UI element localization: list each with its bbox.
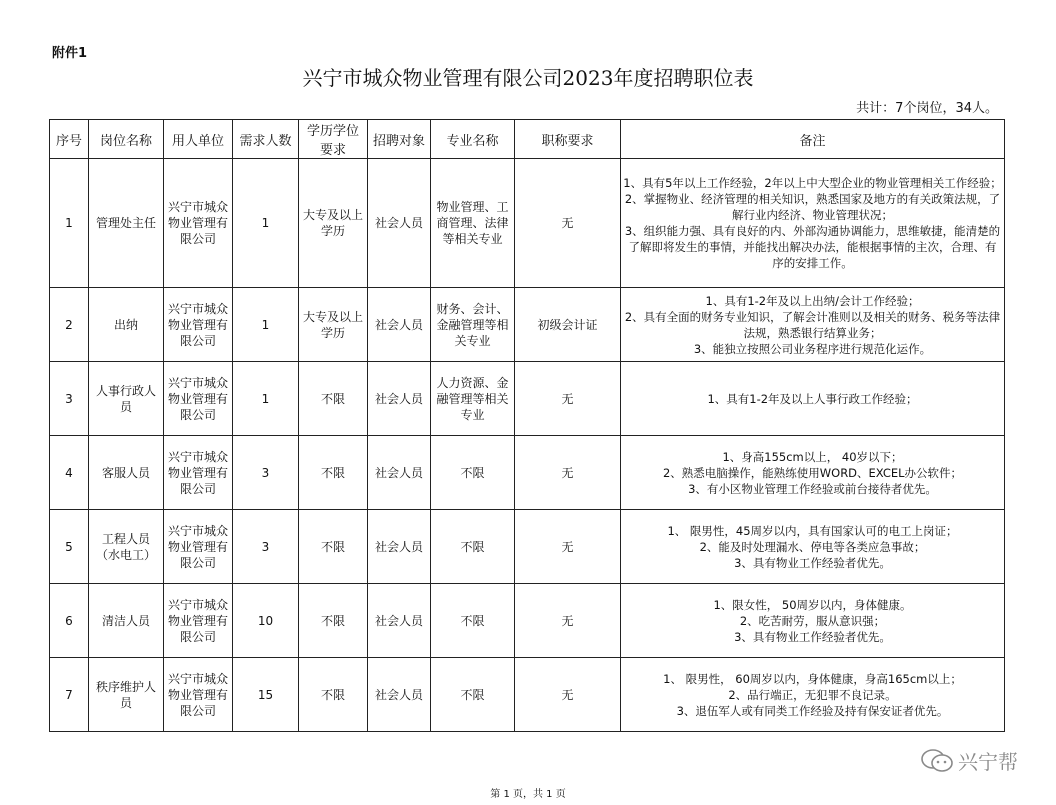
note-line: 1、 限男性， 60周岁以内，身体健康，身高165cm以上； [663, 671, 962, 686]
cell-no: 6 [50, 584, 89, 658]
cell-notes [621, 362, 1005, 436]
cell-no: 4 [50, 436, 89, 510]
header-unit: 用人单位 [164, 120, 233, 159]
note-line: 2、具有全面的财务专业知识，了解会计准则以及相关的财务、税务等法律法规，熟悉银行结算业务； [624, 309, 1001, 340]
cell-position: 人事行政人员 [89, 362, 164, 436]
note-line: 3、有小区物业管理工作经验或前台接待者优先。 [688, 481, 937, 496]
cell-target: 社会人员 [368, 658, 431, 732]
cell-title-req: 无 [515, 584, 621, 658]
note-line: 3、能独立按照公司业务程序进行规范化运作。 [693, 341, 932, 356]
note-line: 2、吃苦耐劳，服从意识强； [739, 613, 886, 628]
table-row [50, 436, 1005, 510]
cell-target: 社会人员 [368, 159, 431, 288]
cell-no: 7 [50, 658, 89, 732]
watermark-text: 兴宁帮 [958, 750, 1018, 774]
note-line: 1、具有5年以上工作经验，2年以上中大型企业的物业管理相关工作经验； [623, 176, 1002, 190]
cell-major: 人力资源、金融管理等相关专业 [431, 362, 515, 436]
cell-position: 工程人员（水电工） [89, 510, 164, 584]
cell-title-req: 无 [515, 436, 621, 510]
note-line: 2、掌握物业、经济管理的相关知识，熟悉国家及地方的有关政策法规，了解行业内经济、物业管理状况； [624, 192, 1001, 222]
cell-no: 1 [50, 159, 89, 288]
table-row [50, 362, 1005, 436]
page-footer: 第 1 页，共 1 页 [490, 789, 566, 800]
cell-target: 社会人员 [368, 584, 431, 658]
cell-education: 不限 [299, 584, 368, 658]
cell-title-req: 初级会计证 [515, 288, 621, 362]
cell-unit: 兴宁市城众物业管理有限公司 [164, 362, 233, 436]
note-line: 1、具有1-2年及以上人事行政工作经验； [707, 391, 918, 406]
header-education: 学历学位要求 [299, 120, 368, 159]
table-header-row [50, 120, 1005, 159]
header-notes: 备注 [621, 120, 1005, 159]
table-row [50, 658, 1005, 732]
note-line: 2、品行端正，无犯罪不良记录。 [728, 687, 897, 702]
cell-no: 5 [50, 510, 89, 584]
note-line: 3、退伍军人或有同类工作经验及持有保安证者优先。 [676, 703, 949, 718]
note-line: 2、熟悉电脑操作，能熟练使用WORD、EXCEL办公软件； [662, 465, 963, 480]
cell-education: 大专及以上学历 [299, 159, 368, 288]
cell-notes [621, 436, 1005, 510]
cell-position: 出纳 [89, 288, 164, 362]
cell-major: 不限 [431, 658, 515, 732]
cell-notes [621, 658, 1005, 732]
note-line: 2、能及时处理漏水、停电等各类应急事故； [699, 539, 926, 554]
cell-no: 3 [50, 362, 89, 436]
cell-notes [621, 584, 1005, 658]
header-position: 岗位名称 [89, 120, 164, 159]
cell-title-req: 无 [515, 362, 621, 436]
page-title: 兴宁市城众物业管理有限公司2023年度招聘职位表 [302, 66, 754, 90]
cell-no: 2 [50, 288, 89, 362]
cell-position: 清洁人员 [89, 584, 164, 658]
cell-title-req: 无 [515, 159, 621, 288]
cell-target: 社会人员 [368, 288, 431, 362]
cell-count: 3 [233, 510, 299, 584]
cell-count: 1 [233, 159, 299, 288]
cell-major: 不限 [431, 436, 515, 510]
header-no: 序号 [50, 120, 89, 159]
attachment-label: 附件1 [52, 46, 88, 61]
cell-target: 社会人员 [368, 436, 431, 510]
cell-position: 秩序维护人员 [89, 658, 164, 732]
cell-unit: 兴宁市城众物业管理有限公司 [164, 658, 233, 732]
table-row [50, 584, 1005, 658]
note-line: 1、 限男性，45周岁以内，具有国家认可的电工上岗证； [667, 523, 958, 538]
cell-notes [621, 159, 1005, 288]
note-line: 3、组织能力强、具有良好的内、外部沟通协调能力，思维敏捷，能清楚的了解即将发生的事情，并能找出解决办法，能根据事情的主次，合理、有序的安排工作。 [624, 224, 1001, 270]
note-line: 1、具有1-2年及以上出纳/会计工作经验； [705, 293, 920, 308]
cell-count: 1 [233, 288, 299, 362]
table-row [50, 288, 1005, 362]
cell-position: 管理处主任 [89, 159, 164, 288]
cell-education: 不限 [299, 436, 368, 510]
cell-target: 社会人员 [368, 510, 431, 584]
chat-bubble-icon [920, 748, 954, 774]
cell-education: 不限 [299, 510, 368, 584]
cell-position: 客服人员 [89, 436, 164, 510]
cell-target: 社会人员 [368, 362, 431, 436]
cell-notes [621, 288, 1005, 362]
cell-major: 物业管理、工商管理、法律等相关专业 [431, 159, 515, 288]
cell-education: 不限 [299, 658, 368, 732]
watermark [920, 746, 1018, 775]
table-row [50, 159, 1005, 288]
header-target: 招聘对象 [368, 120, 431, 159]
cell-count: 15 [233, 658, 299, 732]
recruitment-table [49, 119, 1005, 732]
cell-unit: 兴宁市城众物业管理有限公司 [164, 436, 233, 510]
cell-major: 财务、会计、金融管理等相关专业 [431, 288, 515, 362]
cell-education: 不限 [299, 362, 368, 436]
cell-unit: 兴宁市城众物业管理有限公司 [164, 159, 233, 288]
table-row [50, 510, 1005, 584]
total-summary: 共计：7个岗位，34人。 [856, 101, 998, 116]
note-line: 3、具有物业工作经验者优先。 [734, 555, 891, 570]
cell-education: 大专及以上学历 [299, 288, 368, 362]
note-line: 3、具有物业工作经验者优先。 [734, 629, 891, 644]
cell-count: 3 [233, 436, 299, 510]
header-count: 需求人数 [233, 120, 299, 159]
note-line: 1、限女性， 50周岁以内，身体健康。 [713, 597, 912, 612]
note-line: 1、身高155cm以上， 40岁以下； [722, 449, 903, 464]
cell-count: 10 [233, 584, 299, 658]
cell-count: 1 [233, 362, 299, 436]
cell-title-req: 无 [515, 658, 621, 732]
cell-unit: 兴宁市城众物业管理有限公司 [164, 510, 233, 584]
header-title-req: 职称要求 [515, 120, 621, 159]
cell-title-req: 无 [515, 510, 621, 584]
cell-unit: 兴宁市城众物业管理有限公司 [164, 584, 233, 658]
cell-major: 不限 [431, 510, 515, 584]
cell-unit: 兴宁市城众物业管理有限公司 [164, 288, 233, 362]
cell-major: 不限 [431, 584, 515, 658]
header-major: 专业名称 [431, 120, 515, 159]
cell-notes [621, 510, 1005, 584]
